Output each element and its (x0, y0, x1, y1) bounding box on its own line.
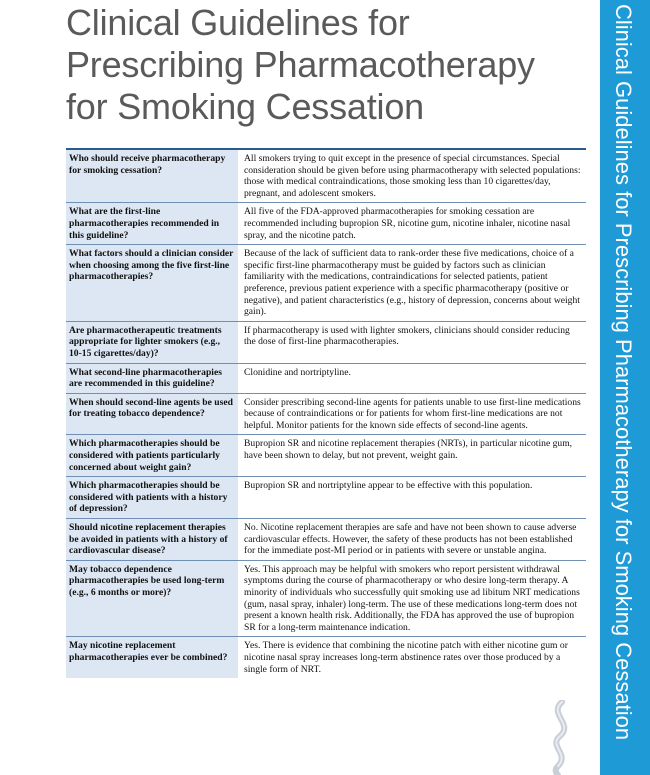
guidelines-table-body (66, 149, 586, 678)
table-row (66, 435, 586, 477)
answer-cell: Bupropion SR and nortriptyline appear to be effective with this population. (238, 477, 586, 519)
answer-cell: All smokers trying to quit except in the presence of special circumstances. Special consideration should be given before using pharmacotherapy with selected populations: those with medical contraindications, those smoking less than 10 cigarettes/day, pregnant, and adolescent smokers. (238, 149, 586, 203)
smoke-swirl-icon (540, 700, 580, 775)
answer-cell: Consider prescribing second-line agents for patients unable to use first-line medications because of contraindications or for patients for whom first-line medications are not helpful. Monitor patients for the known side effects of second-line agents. (238, 393, 586, 435)
question-cell: May tobacco dependence pharmacotherapies be used long-term (e.g., 6 months or more)? (66, 560, 238, 637)
answer-cell: No. Nicotine replacement therapies are safe and have not been shown to cause adverse cardiovascular effects. However, the safety of these products has not been established for the immediate post-MI period or in patients with severe or unstable angina. (238, 519, 586, 561)
question-cell: Which pharmacotherapies should be considered with patients particularly concerned about weight gain? (66, 435, 238, 477)
side-title: Clinical Guidelines for Prescribing Pharmacotherapy for Smoking Cessation (611, 4, 636, 741)
table-row (66, 203, 586, 245)
page-title: Clinical Guidelines for Prescribing Pharmacotherapy for Smoking Cessation (66, 2, 535, 127)
question-cell: What factors should a clinician consider when choosing among the five first-line pharmacotherapies? (66, 245, 238, 322)
question-cell: Who should receive pharmacotherapy for smoking cessation? (66, 149, 238, 203)
table-row (66, 393, 586, 435)
answer-cell: If pharmacotherapy is used with lighter smokers, clinicians should consider reducing the dose of first-line pharmacotherapies. (238, 321, 586, 363)
table-row (66, 363, 586, 393)
question-cell: Which pharmacotherapies should be considered with patients with a history of depression? (66, 477, 238, 519)
question-cell: What second-line pharmacotherapies are recommended in this guideline? (66, 363, 238, 393)
table-row (66, 519, 586, 561)
answer-cell: Clonidine and nortriptyline. (238, 363, 586, 393)
question-cell: What are the first-line pharmacotherapies recommended in this guideline? (66, 203, 238, 245)
answer-cell: Because of the lack of sufficient data to rank-order these five medications, choice of a specific first-line pharmacotherapy must be guided by factors such as clinician familiarity with the medications, contraindications for selected patients, patient preference, previous patient experience with a specific pharmacotherapy (positive or negative), and patient characteristics (e.g., history of depression, concerns about weight gain). (238, 245, 586, 322)
question-cell: Are pharmacotherapeutic treatments appropriate for lighter smokers (e.g., 10-15 cigarettes/day)? (66, 321, 238, 363)
answer-cell: Bupropion SR and nicotine replacement therapies (NRTs), in particular nicotine gum, have been shown to delay, but not prevent, weight gain. (238, 435, 586, 477)
question-cell: May nicotine replacement pharmacotherapies ever be combined? (66, 637, 238, 678)
table-row (66, 637, 586, 678)
table-row (66, 560, 586, 637)
question-cell: When should second-line agents be used for treating tobacco dependence? (66, 393, 238, 435)
answer-cell: Yes. This approach may be helpful with smokers who report persistent withdrawal symptoms during the course of pharmacotherapy or who desire long-term therapy. A minority of individuals who successfully quit smoking use ad libitum NRT medications (gum, nasal spray, inhaler) long-term. The use of these medications long-term does not present a known health risk. Additionally, the FDA has approved the use of bupropion SR for a long-term maintenance indication. (238, 560, 586, 637)
table-row (66, 245, 586, 322)
guidelines-table (66, 148, 586, 678)
table-row (66, 321, 586, 363)
answer-cell: All five of the FDA-approved pharmacotherapies for smoking cessation are recommended including bupropion SR, nicotine gum, nicotine inhaler, nicotine nasal spray, and the nicotine patch. (238, 203, 586, 245)
question-cell: Should nicotine replacement therapies be avoided in patients with a history of cardiovascular disease? (66, 519, 238, 561)
table-row (66, 149, 586, 203)
answer-cell: Yes. There is evidence that combining the nicotine patch with either nicotine gum or nicotine nasal spray increases long-term abstinence rates over those produced by a single form of NRT. (238, 637, 586, 678)
table-row (66, 477, 586, 519)
